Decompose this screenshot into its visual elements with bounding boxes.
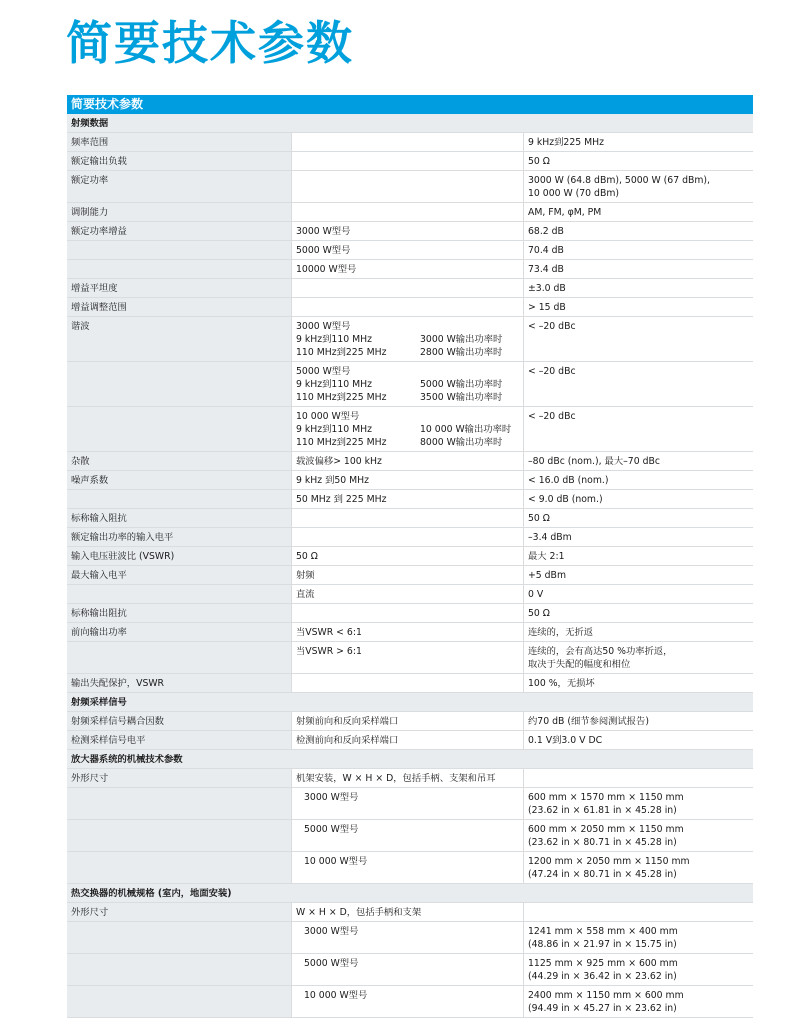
section-rf-sampling: 射频采样信号 [67,693,753,712]
table-row: 额定输出负载 50 Ω [67,152,753,171]
section-hx-mech: 热交换器的机械规格 (室内，地面安装) [67,884,753,903]
table-row: 输入电压驻波比 (VSWR) 50 Ω 最大 2:1 [67,547,753,566]
table-row: 杂散 载波偏移> 100 kHz –80 dBc (nom.), 最大–70 dBc [67,452,753,471]
table-row: 前向输出功率 当VSWR < 6:1 连续的，无折返 [67,623,753,642]
table-row: 频率范围 9 kHz到225 MHz [67,133,753,152]
table-row: 增益调整范围 > 15 dB [67,298,753,317]
table-row: 检测采样信号电平 检测前向和反向采样端口 0.1 V到3.0 V DC [67,731,753,750]
table-row: 谐波 3000 W型号 9 kHz到110 MHz 3000 W输出功率时 110 MHz到225 MHz 2800 W输出功率时 < –20 dBc [67,317,753,362]
table-title: 简要技术参数 [67,95,753,114]
table-row: 3000 W型号 1241 mm × 558 mm × 400 mm (48.86 in × 21.97 in × 15.75 in) [67,922,753,954]
section-rf: 射频数据 [67,114,753,133]
table-row: 5000 W型号 1125 mm × 925 mm × 600 mm (44.29 in × 36.42 in × 23.62 in) [67,954,753,986]
table-row: 标称输入阻抗 50 Ω [67,509,753,528]
table-row: 3000 W型号 600 mm × 1570 mm × 1150 mm (23.62 in × 61.81 in × 45.28 in) [67,788,753,820]
table-row: 输出失配保护，VSWR 100 %，无损坏 [67,674,753,693]
table-row: 10 000 W型号 2400 mm × 1150 mm × 600 mm (94.49 in × 45.27 in × 23.62 in) [67,986,753,1018]
table-row: 额定输出功率的输入电平 –3.4 dBm [67,528,753,547]
page-title: 简要技术参数 [66,16,354,70]
table-row: 当VSWR > 6:1 连续的，会有高达50 %功率折返， 取决于失配的幅度和相位 [67,642,753,674]
table-row: 外形尺寸 机架安装，W × H × D，包括手柄、支架和吊耳 [67,769,753,788]
table-row: 额定功率增益 3000 W型号 68.2 dB [67,222,753,241]
table-row: 10 000 W型号 9 kHz到110 MHz 10 000 W输出功率时 110 MHz到225 MHz 8000 W输出功率时 < –20 dBc [67,407,753,452]
table-row: 5000 W型号 600 mm × 2050 mm × 1150 mm (23.62 in × 80.71 in × 45.28 in) [67,820,753,852]
table-row: 额定功率 3000 W (64.8 dBm), 5000 W (67 dBm), 10 000 W (70 dBm) [67,171,753,203]
table-row: 噪声系数 9 kHz 到50 MHz < 16.0 dB (nom.) [67,471,753,490]
table-row: 调制能力 AM, FM, φM, PM [67,203,753,222]
table-row: 标称输出阻抗 50 Ω [67,604,753,623]
table-row: 外形尺寸 W × H × D，包括手柄和支架 [67,903,753,922]
table-row: 10 000 W型号 1200 mm × 2050 mm × 1150 mm (47.24 in × 80.71 in × 45.28 in) [67,852,753,884]
table-row: 最大输入电平 射频 +5 dBm [67,566,753,585]
spec-table [67,95,753,1018]
table-row: 5000 W型号 9 kHz到110 MHz 5000 W输出功率时 110 MHz到225 MHz 3500 W输出功率时 < –20 dBc [67,362,753,407]
table-row: 增益平坦度 ±3.0 dB [67,279,753,298]
table-row: 10000 W型号 73.4 dB [67,260,753,279]
table-row: 直流 0 V [67,585,753,604]
table-row: 射频采样信号耦合因数 射频前向和反向采样端口 约70 dB (细节参阅测试报告) [67,712,753,731]
table-row: 50 MHz 到 225 MHz < 9.0 dB (nom.) [67,490,753,509]
section-amp-mech: 放大器系统的机械技术参数 [67,750,753,769]
table-row: 5000 W型号 70.4 dB [67,241,753,260]
